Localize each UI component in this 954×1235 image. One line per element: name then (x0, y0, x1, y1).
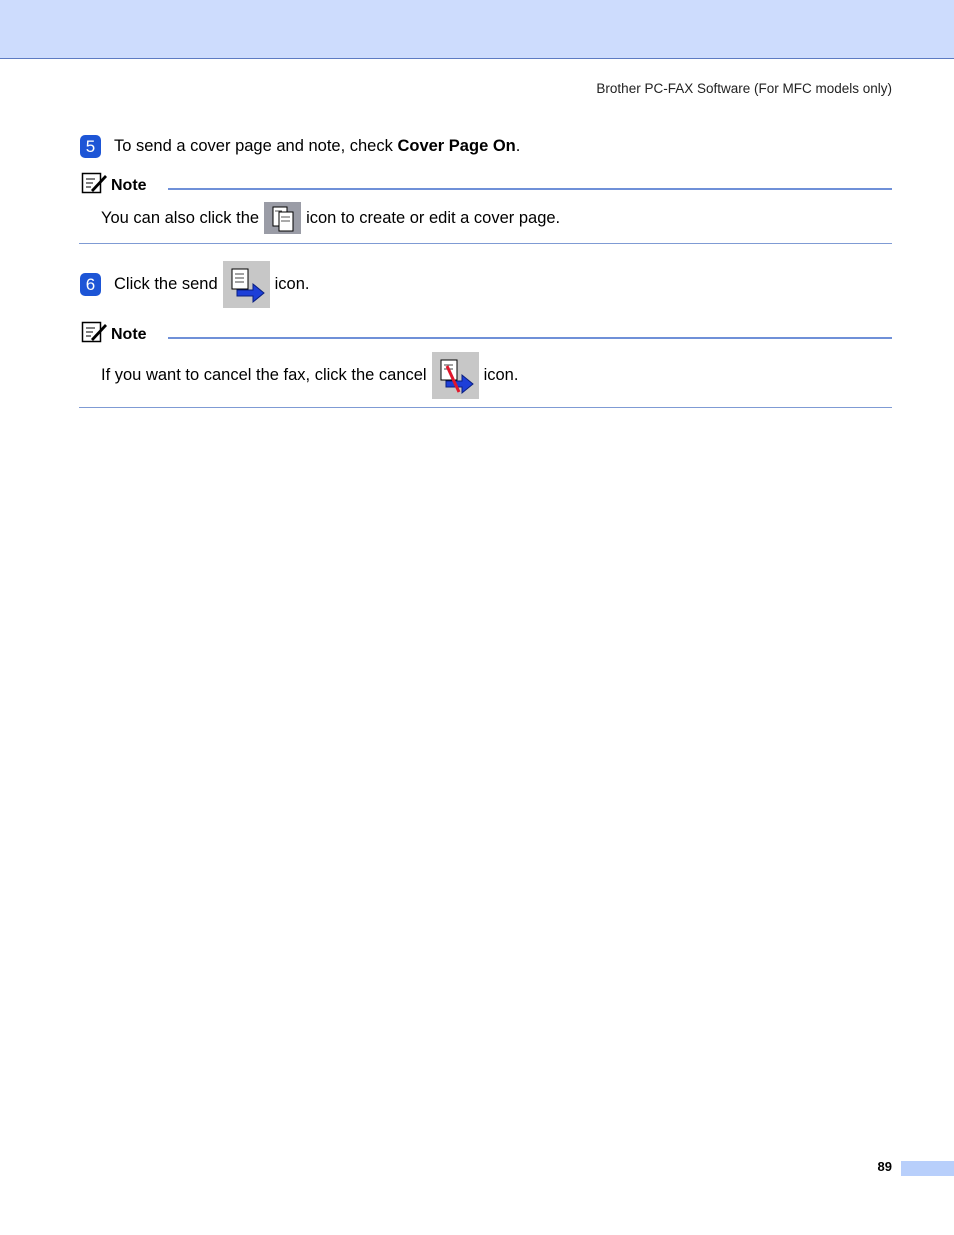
note-bottom-rule (79, 407, 892, 408)
step-6 (80, 261, 310, 308)
note-pencil-icon (81, 320, 107, 349)
note-pencil-icon (81, 171, 107, 200)
note-text-before: You can also click the (101, 208, 260, 227)
note-label: Note (111, 325, 147, 343)
cover-page-on-label: Cover Page On (397, 137, 516, 155)
note-body (101, 202, 560, 234)
cover-page-icon[interactable] (264, 202, 301, 234)
note-top-rule (168, 337, 892, 339)
page-tab (901, 1161, 954, 1176)
step-text: To send a cover page and note, check Cover Page On. (114, 137, 521, 155)
step-number-badge: 5 (80, 135, 101, 158)
step-text-after: icon. (274, 275, 310, 293)
step-5 (80, 135, 520, 158)
running-header: Brother PC-FAX Software (For MFC models only) (596, 81, 892, 96)
note-top-rule (168, 188, 892, 190)
page-number: 89 (877, 1159, 892, 1174)
note-label: Note (111, 176, 147, 194)
header-band (0, 0, 954, 59)
step-text-before: Click the send (114, 275, 218, 293)
note-text-after: icon. (483, 366, 519, 384)
note-heading (81, 171, 147, 200)
cancel-fax-icon[interactable] (432, 352, 479, 399)
send-fax-icon[interactable] (223, 261, 270, 308)
note-heading (81, 320, 147, 349)
note-text-before: If you want to cancel the fax, click the cancel (101, 366, 427, 384)
note-body (101, 352, 518, 399)
step-number-badge: 6 (80, 273, 101, 296)
note-text-after: icon to create or edit a cover page. (306, 208, 561, 227)
note-bottom-rule (79, 243, 892, 244)
